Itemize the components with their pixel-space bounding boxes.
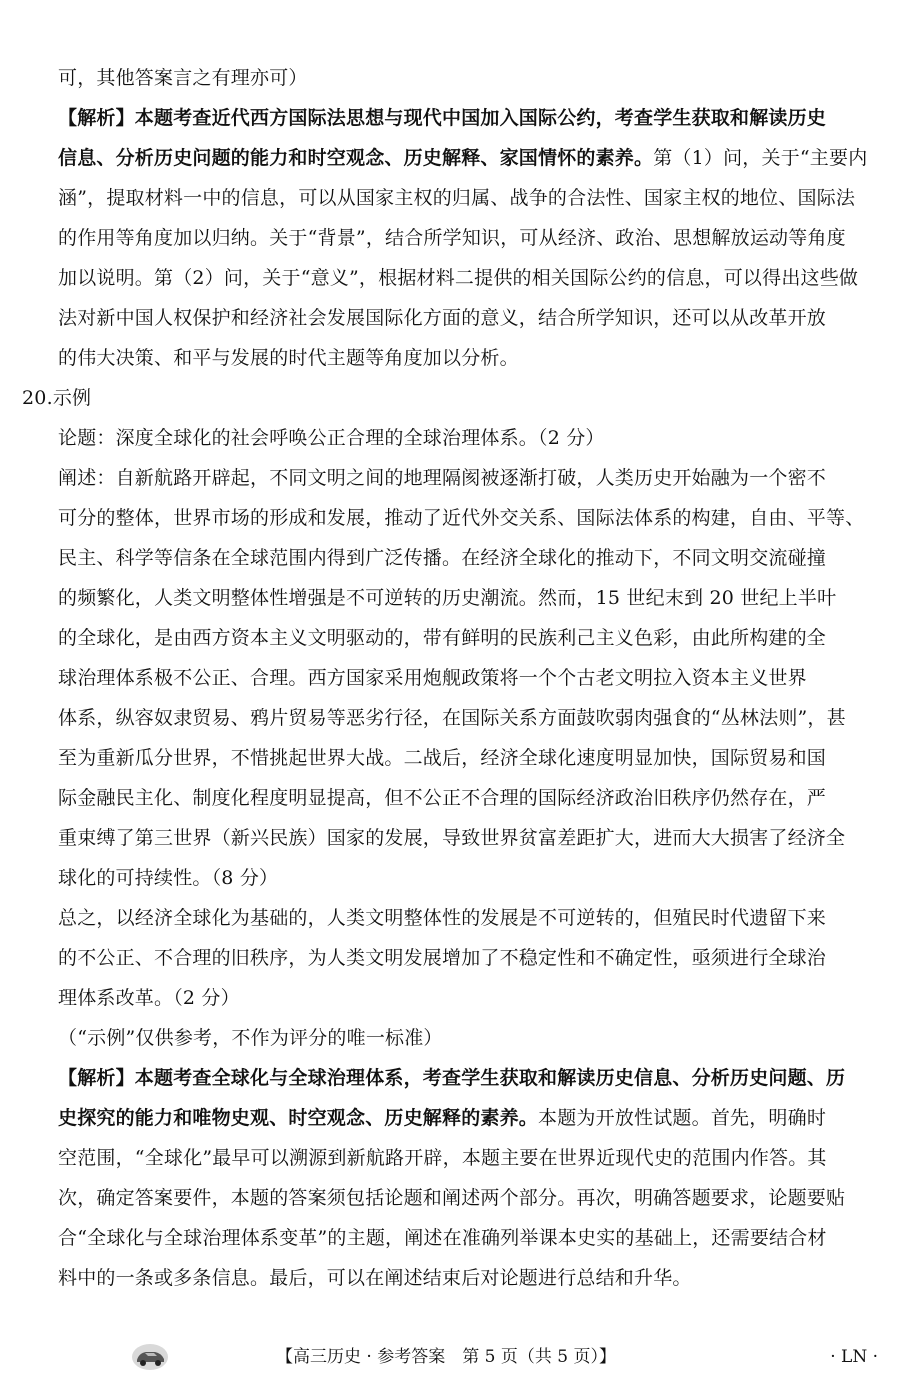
text-line-22: 总之，以经济全球化为基础的，人类文明整体性的发展是不可逆转的，但殖民时代遗留下来 bbox=[58, 907, 827, 929]
text-line-19: 际金融民主化、制度化程度明显提高，但不公正不合理的国际经济政治旧秩序仍然存在，严 bbox=[58, 787, 827, 809]
text-line-29: 次，确定答案要件，本题的答案须包括论题和阐述两个部分。再次，明确答题要求，论题要贴 bbox=[58, 1187, 846, 1209]
text-line-11: 阐述：自新航路开辟起，不同文明之间的地理隔阂被逐渐打破，人类历史开始融为一个密不 bbox=[58, 467, 827, 489]
footer-region-code: · LN · bbox=[830, 1347, 878, 1367]
text-line-30: 合“全球化与全球治理体系变革”的主题，阐述在准确列举课本史实的基础上，还需要结合材 bbox=[58, 1227, 827, 1249]
question-20-heading: 20.示例 bbox=[22, 387, 92, 409]
text-line-1: 可，其他答案言之有理亦可） bbox=[58, 67, 308, 89]
text-line-24: 理体系改革。（2 分） bbox=[58, 987, 240, 1009]
text-line-6: 加以说明。第（2）问，关于“意义”，根据材料二提供的相关国际公约的信息，可以得出这些做 bbox=[58, 267, 859, 289]
text-line-14: 的频繁化，人类文明整体性增强是不可逆转的历史潮流。然而，15 世纪末到 20 世纪上半叶 bbox=[58, 587, 837, 609]
text-line-12: 可分的整体，世界市场的形成和发展，推动了近代外交关系、国际法体系的构建，自由、平等、 bbox=[58, 507, 865, 529]
text-line-5: 的作用等角度加以归纳。关于“背景”，结合所学知识，可从经济、政治、思想解放运动等角度 bbox=[58, 227, 846, 249]
text-line-28: 空范围，“全球化”最早可以溯源到新航路开辟，本题主要在世界近现代史的范围内作答。其 bbox=[58, 1147, 827, 1169]
text-line-13: 民主、科学等信条在全球范围内得到广泛传播。在经济全球化的推动下，不同文明交流碰撞 bbox=[58, 547, 827, 569]
text-line-17: 体系，纵容奴隶贸易、鸦片贸易等恶劣行径，在国际关系方面鼓吹弱肉强食的“丛林法则”，甚 bbox=[58, 707, 846, 729]
car-logo-icon bbox=[130, 1342, 170, 1372]
text-line-31: 料中的一条或多条信息。最后，可以在阐述结束后对论题进行总结和升华。 bbox=[58, 1267, 692, 1289]
analysis-heading-2: 【解析】本题考查全球化与全球治理体系，考查学生获取和解读历史信息、分析历史问题、历 bbox=[58, 1067, 846, 1089]
text-line-4: 涵”，提取材料一中的信息，可以从国家主权的归属、战争的合法性、国家主权的地位、国际法 bbox=[58, 187, 856, 209]
text-line-8: 的伟大决策、和平与发展的时代主题等角度加以分析。 bbox=[58, 347, 519, 369]
text-line-23: 的不公正、不合理的旧秩序，为人类文明发展增加了不稳定性和不确定性，亟须进行全球治 bbox=[58, 947, 827, 969]
text-line-21: 球化的可持续性。（8 分） bbox=[58, 867, 279, 889]
footer-page-info: 【高三历史 · 参考答案 第 5 页（共 5 页）】 bbox=[276, 1347, 616, 1367]
text-line-7: 法对新中国人权保护和经济社会发展国际化方面的意义，结合所学知识，还可以从改革开放 bbox=[58, 307, 827, 329]
analysis-heading-1: 【解析】本题考查近代西方国际法思想与现代中国加入国际公约，考查学生获取和解读历史 bbox=[58, 107, 827, 129]
text-line-3: 信息、分析历史问题的能力和时空观念、历史解释、家国情怀的素养。第（1）问，关于“主要内 bbox=[58, 147, 868, 169]
page-footer bbox=[0, 1342, 900, 1372]
thesis-line: 论题：深度全球化的社会呼唤公正合理的全球治理体系。（2 分） bbox=[58, 427, 605, 449]
text-line-25: （“示例”仅供参考，不作为评分的唯一标准） bbox=[58, 1027, 443, 1049]
text-line-18: 至为重新瓜分世界，不惜挑起世界大战。二战后，经济全球化速度明显加快，国际贸易和国 bbox=[58, 747, 827, 769]
text-line-27: 史探究的能力和唯物史观、时空观念、历史解释的素养。本题为开放性试题。首先，明确时 bbox=[58, 1107, 827, 1129]
text-line-16: 球治理体系极不公正、合理。西方国家采用炮舰政策将一个个古老文明拉入资本主义世界 bbox=[58, 667, 807, 689]
text-line-20: 重束缚了第三世界（新兴民族）国家的发展，导致世界贫富差距扩大，进而大大损害了经济全 bbox=[58, 827, 846, 849]
text-line-15: 的全球化，是由西方资本主义文明驱动的，带有鲜明的民族利己主义色彩，由此所构建的全 bbox=[58, 627, 827, 649]
